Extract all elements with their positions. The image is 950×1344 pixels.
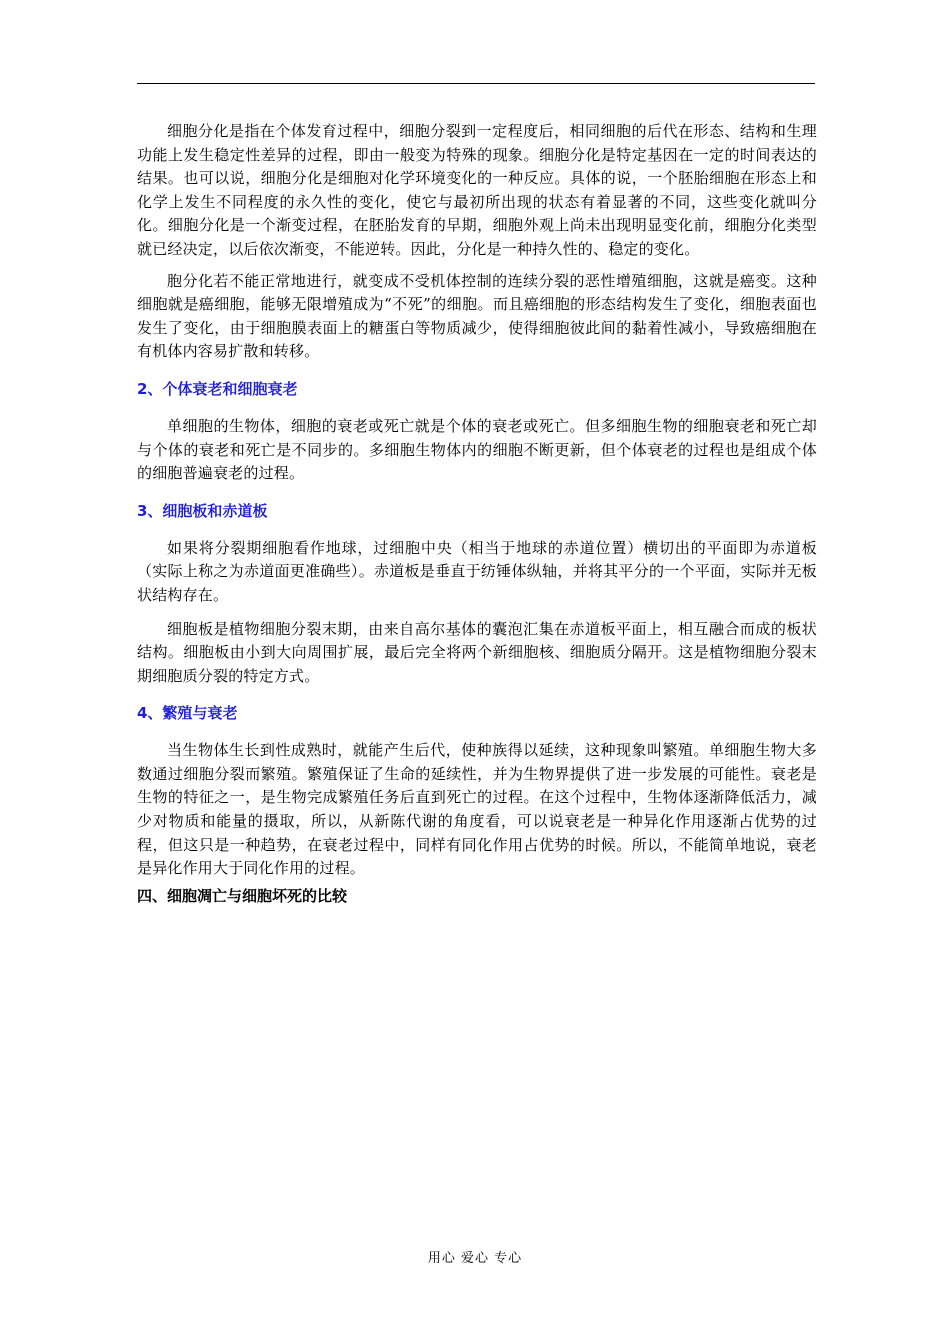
paragraph-cell-plate: 细胞板是植物细胞分裂末期，由来自高尔基体的囊泡汇集在赤道板平面上，相互融合而成的板状结构。细胞板由小到大向周围扩展，最后完全将两个新细胞核、细胞质分隔开。这是植物细胞分裂末期细胞质分裂的特定方式。 [137,619,817,685]
heading-section-four: 四、细胞凋亡与细胞坏死的比较 [137,886,348,905]
heading-reproduction: 4、繁殖与衰老 [137,704,238,723]
document-body [137,120,817,922]
paragraph-cancer: 胞分化若不能正常地进行，就变成不受机体控制的连续分裂的恶性增殖细胞，这就是癌变。这种细胞就是癌细胞，能够无限增殖成为“不死”的细胞。而且癌细胞的形态结构发生了变化，细胞表面也发生了变化，由于细胞膜表面上的糖蛋白等物质减少，使得细胞彼此间的黏着性减小，导致癌细胞在有机体内容易扩散和转移。 [137,271,817,361]
page-footer: 用心 爱心 专心 [427,1251,523,1266]
paragraph-reproduction: 当生物体生长到性成熟时，就能产生后代，使种族得以延续，这种现象叫繁殖。单细胞生物大多数通过细胞分裂而繁殖。繁殖保证了生命的延续性，并为生物界提供了进一步发展的可能性。衰老是生物的特征之一，是生物完成繁殖任务后直到死亡的过程。在这个过程中，生物体逐渐降低活力，减少对物质和能量的摄取，所以，从新陈代谢的角度看，可以说衰老是一种异化作用逐渐占优势的过程，但这只是一种趋势，在衰老过程中，同样有同化作用占优势的时候。所以，不能简单地说，衰老是异化作用大于同化作用的过程。 [137,741,817,878]
paragraph-equatorial-plate: 如果将分裂期细胞看作地球，过细胞中央（相当于地球的赤道位置）横切出的平面即为赤道板（实际上称之为赤道面更准确些）。赤道板是垂直于纺锤体纵轴，并将其平分的一个平面，实际并无板状结构存在。 [137,538,817,604]
paragraph-cell-differentiation: 细胞分化是指在个体发育过程中，细胞分裂到一定程度后，相同细胞的后代在形态、结构和生理功能上发生稳定性差异的过程，即由一般变为特殊的现象。细胞分化是特定基因在一定的时间表达的结果。也可以说，细胞分化是细胞对化学环境变化的一种反应。具体的说，一个胚胎细胞在形态上和化学上发生不同程度的永久性的变化，使它与最初所出现的状态有着显著的不同，这些变化就叫分化。细胞分化是一个渐变过程，在胚胎发育的早期，细胞外观上尚未出现明显变化前，细胞分化类型就已经决定，以后依次渐变，不能逆转。因此，分化是一种持久性的、稳定的变化。 [137,122,817,258]
heading-cell-plate: 3、细胞板和赤道板 [137,501,268,520]
heading-aging: 2、个体衰老和细胞衰老 [137,379,298,398]
header-rule [137,83,815,84]
paragraph-aging: 单细胞的生物体，细胞的衰老或死亡就是个体的衰老或死亡。但多细胞生物的细胞衰老和死亡却与个体的衰老和死亡是不同步的。多细胞生物体内的细胞不断更新，但个体衰老的过程也是组成个体的细胞普遍衰老的过程。 [137,416,817,483]
